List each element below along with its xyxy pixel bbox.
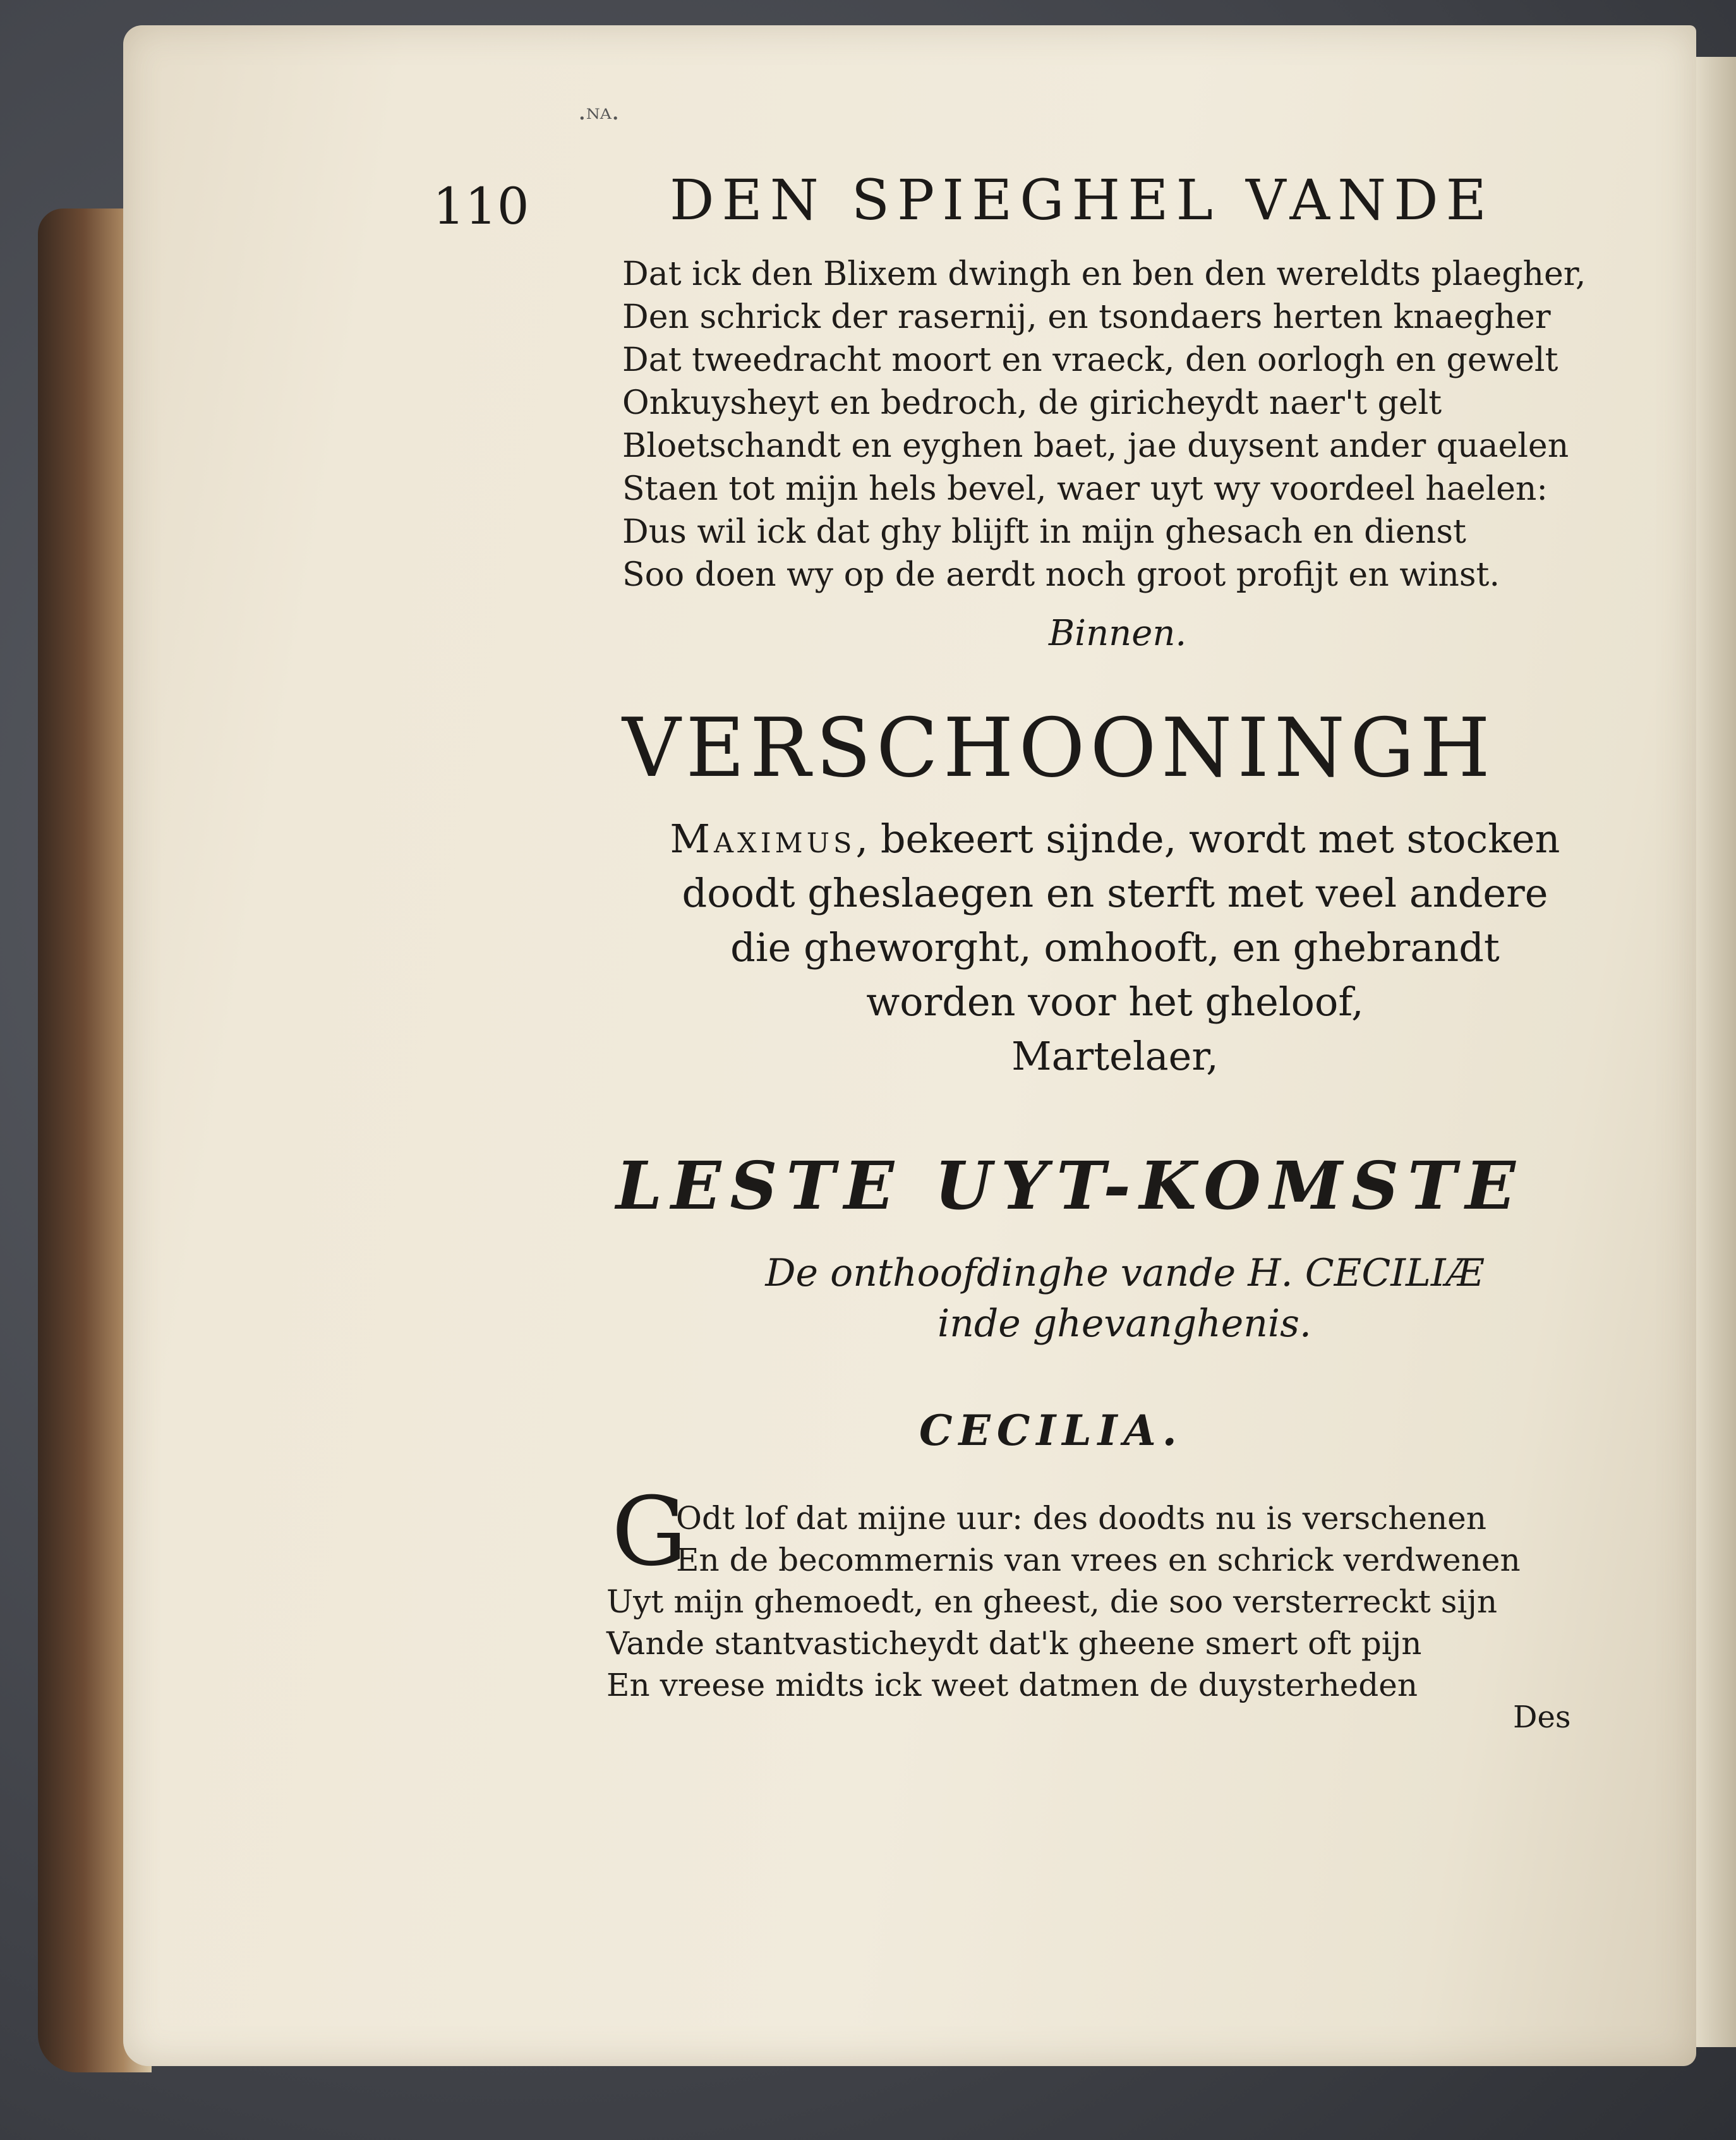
summary-line-1 — [622, 812, 1608, 866]
verse-line: Odt lof dat mijne uur: des doodts nu is verschenen — [676, 1500, 1486, 1537]
verse-line: Den schrick der rasernij, en tsondaers herten knaegher — [622, 298, 1551, 336]
section-title: VERSCHOONINGH — [622, 701, 1495, 795]
verse-line: En vreese midts ick weet datmen de duysterheden — [606, 1667, 1418, 1703]
verse-line: Vande stantvasticheydt dat'k gheene smert oft pijn — [606, 1625, 1422, 1662]
subsection-desc-line: inde ghevanghenis. — [937, 1302, 1311, 1346]
verse-block-2 — [606, 1497, 1521, 1706]
verse-block-1 — [622, 253, 1586, 596]
verse-line: Bloetschandt en eyghen baet, jae duysent ander quaelen — [622, 427, 1569, 465]
drop-cap: G — [612, 1477, 687, 1587]
summary-line: die gheworght, omhooft, en ghebrandt — [730, 924, 1500, 970]
verse-line: Onkuysheyt en bedroch, de giricheydt naer't gelt — [622, 384, 1442, 422]
verse-line: Dat ick den Blixem dwingh en ben den wereldts plaegher, — [622, 255, 1586, 293]
stage-direction: Binnen. — [1049, 613, 1187, 654]
subsection-description — [695, 1248, 1554, 1349]
verse-line: Dat tweedracht moort en vraeck, den oorlogh en gewelt — [622, 341, 1558, 379]
verse-line: Dus wil ick dat ghy blijft in mijn ghesach en dienst — [622, 513, 1466, 551]
catchword: Des — [1513, 1700, 1571, 1735]
section-summary — [622, 812, 1608, 1084]
verse-line: En de becommernis van vrees en schrick verdwenen — [676, 1542, 1521, 1578]
summary-line: doodt gheslaegen en sterft met veel andere — [682, 870, 1548, 916]
summary-line: worden voor het gheloof, — [866, 979, 1364, 1025]
subsection-title: LESTE UYT-KOMSTE — [616, 1147, 1524, 1224]
summary-lead-name: Maximus — [670, 816, 856, 862]
verse-line: Uyt mijn ghemoedt, en gheest, die soo versterreckt sijn — [606, 1583, 1498, 1620]
summary-line-1-rest: , bekeert sijnde, wordt met stocken — [855, 816, 1560, 862]
page-number: 110 — [433, 177, 529, 236]
summary-line: Martelaer, — [1011, 1033, 1219, 1079]
printer-mark: ·ᴺᴬ· — [578, 104, 620, 133]
subsection-desc-line: De onthoofdinghe vande H. CECILIÆ — [765, 1251, 1484, 1295]
running-head: DEN SPIEGHEL VANDE — [670, 167, 1494, 233]
verse-line: Staen tot mijn hels bevel, waer uyt wy voordeel haelen: — [622, 470, 1548, 508]
speaker-name: CECILIA. — [919, 1406, 1183, 1455]
verse-line: Soo doen wy op de aerdt noch groot profijt en winst. — [622, 556, 1500, 594]
